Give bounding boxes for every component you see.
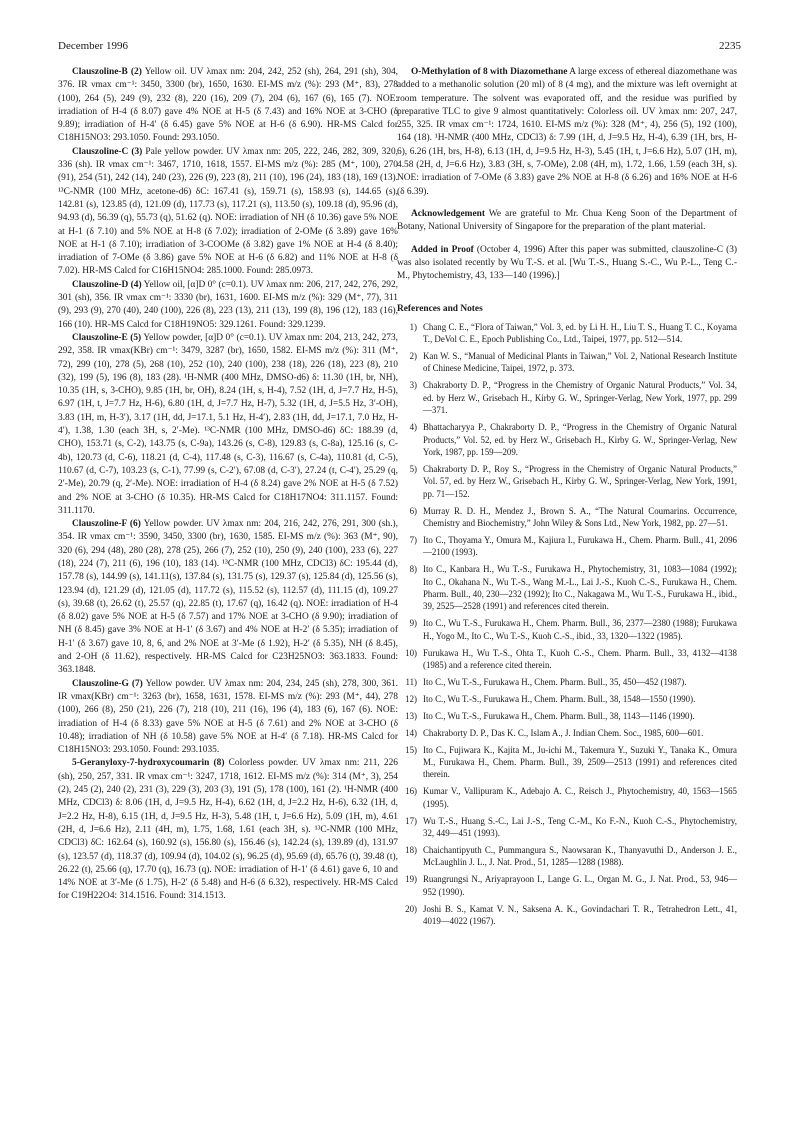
reference-number: 3)	[409, 380, 417, 391]
reference-text: Kan W. S., “Manual of Medicinal Plants in Taiwan,” Vol. 2, National Research Institute of Chinese Medicine, Taipei, 1972, p. 373.	[423, 351, 737, 374]
reference-number: 5)	[409, 463, 417, 474]
reference-item	[397, 785, 737, 810]
section-label: Added in Proof	[411, 244, 474, 255]
compound-entry	[58, 279, 398, 332]
compound-label: Clauszoline-F (6)	[72, 519, 141, 530]
reference-text: Chakraborty D. P., Das K. C., Islam A., J. Indian Chem. Soc., 1985, 600—601.	[423, 727, 704, 738]
section-label: Acknowledgement	[411, 208, 485, 219]
reference-text: Ito C., Wu T.-S., Furukawa H., Chem. Pharm. Bull., 38, 1143—1146 (1990).	[423, 710, 695, 721]
reference-text: Joshi B. S., Kamat V. N., Saksena A. K., Govindachari T. R., Tetrahedron Lett., 41, 4019—4022 (1967).	[423, 903, 737, 926]
references-heading: References and Notes	[397, 304, 483, 315]
reference-number: 13)	[405, 710, 417, 721]
compound-text: Yellow powder. UV λmax nm: 204, 216, 242, 276, 291, 300 (sh.), 354. IR νmax cm⁻¹: 3590, 3450, 3300 (br), 1630, 1585. EI-MS m/z (%): 363 (M⁺, 90), 320 (6), 294 (48), 280 (28), 278 (25), 266 (7), 252 (10), 250 (9), 240 (100), 233 (6), 227 (18), 224 (7), 211 (6), 196 (10), 183 (14). ¹³C-NMR (100 MHz, CDCl3) δC: 195.44 (d), 157.78 (s), 144.99 (s), 141.11(s), 137.84 (s), 131.75 (s), 129.37 (s), 125.84 (d), 125.56 (s), 123.94 (d), 121.29 (d), 121.05 (d), 117.72 (s), 115.52 (s), 112.57 (d), 111.15 (d), 109.27 (s), 39.68 (t), 26.62 (t), 25.57 (q), 22.85 (t), 17.67 (q), 16.42 (q). NOE: irradiation of H-4 (δ 8.02) gave 5% NOE at H-5 (δ 7.57) and 17% NOE at 3-CHO (δ 9.90); irradiation of NH (δ 8.45) gave 3% NOE at H-1′ (δ 3.67) and 4% NOE at H-2′ (δ 5.35); irradiation of H-1′ (δ 3.67) gave 10, 8, 6, and 2% NOE at 3′-Me (δ 1.92), H-2′ (δ 5.35), NH (δ 8.45), and 2-OH (δ 11.62), respectively. HR-MS Calcd for C23H25NO3: 363.1833. Found: 363.1848.	[58, 519, 399, 676]
reference-item	[397, 693, 737, 705]
reference-text: Chang C. E., “Flora of Taiwan,” Vol. 3, ed. by Li H. H., Liu T. S., Huang T. C., Koyama T., DeVol C. E., Epoch Publishing Co., Ltd., Taipei, 1977, pp. 512—514.	[423, 321, 737, 345]
compound-text: Yellow powder. UV λmax nm: 204, 234, 245 (sh), 278, 300, 361. IR νmax(KBr) cm⁻¹: 3263 (br), 1658, 1631, 1578. EI-MS m/z (%): 293 (M⁺, 44), 278 (100), 266 (8), 250 (21), 226 (7), 218 (10), 211 (16), 196 (4), 183 (6), 167 (6). NOE: irradiation of H-4 (δ 8.33) gave 5% NOE at H-5 (δ 7.61) and 2% NOE at 3-CHO (δ 10.48); irradiation of NH (δ 10.58) gave 5% NOE at H-4′ (δ 7.18). HR-MS Calcd for C18H15NO3: 293.1050. Found: 293.1035.	[58, 678, 398, 756]
reference-text: Ito C., Wu T.-S., Furukawa H., Chem. Pharm. Bull., 38, 1548—1550 (1990).	[423, 693, 696, 704]
reference-item	[397, 379, 737, 416]
reference-number: 7)	[409, 534, 417, 545]
reference-number: 18)	[405, 844, 417, 855]
reference-number: 10)	[405, 647, 417, 658]
reference-item	[397, 321, 737, 346]
compound-label: Clauszoline-G (7)	[72, 678, 143, 689]
reference-text: Furukawa H., Wu T.-S., Ohta T., Kuoh C.-S., Chem. Pharm. Bull., 33, 4132—4138 (1985) and a reference cited therein.	[423, 647, 737, 670]
reference-item	[397, 617, 737, 642]
reference-text: Ito C., Fujiwara K., Kajita M., Ju-ichi M., Takemura Y., Suzuki Y., Tanaka K., Omura M., Furukawa H., Chem. Pharm. Bull., 39, 2509—2513 (1991) and references cited therein.	[423, 744, 737, 780]
reference-text: Murray R. D. H., Mendez J., Brown S. A., “The Natural Coumarins. Occurrence, Chemistry and Biochemistry,” John Wiley & Sons Ltd., New York, 1982, pp. 27—51.	[423, 505, 737, 528]
compound-entry	[58, 757, 398, 903]
reference-text: Ito C., Thoyama Y., Omura M., Kajiura I., Furukawa H., Chem. Pharm. Bull., 41, 2096—2100 (1993).	[423, 534, 737, 558]
reference-text: Ito C., Wu T.-S., Furukawa H., Chem. Pharm. Bull., 35, 450—452 (1987).	[423, 676, 687, 687]
reference-number: 4)	[409, 422, 417, 433]
reference-number: 9)	[409, 618, 417, 629]
reference-item	[397, 350, 737, 375]
methylation-section	[397, 66, 737, 199]
reference-text: Chakraborty D. P., “Progress in the Chemistry of Organic Natural Products,” Vol. 34, ed. by Herz W., Grisebach H., Kirby G. W., Springer-Verlag, New York, 1977, pp. 299—371.	[423, 380, 737, 416]
added-in-proof-section	[397, 244, 737, 284]
reference-text: Ito C., Wu T.-S., Furukawa H., Chem. Pharm. Bull., 36, 2377—2380 (1988); Furukawa H., Yogo M., Ito C., Wu T.-S., Kuoh C.-S., ibid., 33, 1320—1322 (1985).	[423, 618, 737, 641]
reference-number: 12)	[405, 693, 417, 704]
acknowledgement-section	[397, 208, 737, 235]
compound-entry	[58, 146, 398, 279]
reference-item	[397, 563, 737, 613]
reference-text: Chakraborty D. P., Roy S., “Progress in the Chemistry of Organic Natural Products,” Vol. 57, ed. by Herz W., Grisebach H., Kirby G. W., Springer-Verlag, New York, 1991, pp. 71—152.	[423, 463, 737, 499]
reference-item	[397, 463, 737, 500]
reference-text: Wu T.-S., Huang S.-C., Lai J.-S., Teng C.-M., Ko F.-N., Kuoh C.-S., Phytochemistry, 32, 449—451 (1993).	[423, 815, 737, 838]
compound-label: Clauszoline-E (5)	[72, 332, 142, 343]
reference-number: 11)	[405, 676, 417, 687]
page-number: 2235	[719, 40, 741, 52]
section-label: O-Methylation of 8 with Diazomethane	[411, 67, 568, 77]
running-header-date: December 1996	[58, 40, 128, 52]
compound-text: Yellow oil. UV λmax nm: 204, 242, 252 (sh), 264, 291 (sh), 304, 376. IR νmax cm⁻¹: 3450, 3300 (br), 1650, 1630. EI-MS m/z (%): 293 (M⁺, 83), 278 (100), 264 (5), 249 (9), 232 (8), 220 (16), 209 (7), 204 (6), 167 (6), 165 (7). NOE: irradiation of H-4 (δ 8.07) gave 4% NOE at H-5 (δ 7.43) and 16% NOE at 3-CHO (δ 9.89); irradiation of H-4′ (δ 6.45) gave 5% NOE at H-6 (δ 6.90). HR-MS Calcd for C18H15NO3: 293.1050. Found: 293.1050.	[58, 67, 399, 144]
reference-number: 17)	[405, 815, 417, 826]
reference-number: 2)	[409, 351, 417, 362]
right-column	[397, 66, 737, 932]
compound-text: Colorless powder. UV λmax nm: 211, 226 (sh), 250, 257, 331. IR νmax cm⁻¹: 3247, 1718, 1612. EI-MS m/z (%): 314 (M⁺, 3), 254 (2), 245 (2), 240 (2), 231 (3), 229 (3), 203 (3), 191 (5), 178 (100), 161 (2). ¹H-NMR (400 MHz, CDCl3) δ: 8.06 (1H, d, J=9.5 Hz, H-4), 6.62 (1H, d, J=2.2 Hz, H-6), 6.32 (1H, d, J=2.2 Hz, H-8), 6.15 (1H, d, J=9.5 Hz, H-3), 5.48 (1H, t, J=6.6 Hz), 5.09 (1H, m), 4.61 (2H, d, J=6.6 Hz), 2.11 (4H, m), 1.75, 1.68, 1.61 (each 3H, s). ¹³C-NMR (100 MHz, CDCl3) δC: 162.64 (s), 160.92 (s), 156.80 (s), 156.46 (s), 142.24 (s), 139.89 (d), 131.97 (s), 123.57 (d), 118.37 (d), 109.94 (d), 104.02 (s), 96.25 (d), 95.69 (d), 65.76 (t), 39.48 (t), 26.22 (t), 25.66 (q), 17.70 (q), 16.73 (q). NOE: irradiation of H-1′ (δ 4.61) gave 6, 10 and 14% NOE at 3′-Me (δ 1.75), H-2′ (δ 5.48) and H-6 (δ 6.32), respectively. HR-MS Calcd for C19H22O4: 314.1516. Found: 314.1513.	[58, 758, 398, 902]
compound-entry	[58, 518, 398, 678]
compound-label: Clauszoline-D (4)	[72, 279, 142, 290]
reference-text: Ruangrungsi N., Ariyaprayoon I., Lange G. L., Organ M. G., J. Nat. Prod., 53, 946—952 (1990).	[423, 874, 737, 897]
reference-item	[397, 815, 737, 840]
reference-item	[397, 676, 737, 688]
compound-text: Yellow oil, [α]D 0° (c=0.1). UV λmax nm: 206, 217, 242, 276, 292, 301 (sh), 356. IR νmax cm⁻¹: 3330 (br), 1631, 1600. EI-MS m/z (%): 329 (M⁺, 77), 311 (9), 293 (9), 270 (40), 240 (100), 226 (8), 223 (13), 211 (13), 199 (8), 196 (12), 183 (16), 166 (10). HR-MS Calcd for C18H19NO5: 329.1261. Found: 329.1239.	[58, 279, 398, 330]
reference-text: Bhattacharyya P., Chakraborty D. P., “Progress in the Chemistry of Organic Natural Products,” Vol. 52, ed. by Herz W., Grisebach H., Kirby G. W., Springer-Verlag, New York, 1987, pp. 159—209.	[423, 422, 737, 457]
reference-item	[397, 844, 737, 869]
compound-entry	[58, 332, 398, 518]
reference-number: 19)	[405, 874, 417, 885]
compound-label: Clauszoline-B (2)	[72, 67, 142, 77]
reference-item	[397, 421, 737, 458]
section-text: We are grateful to Mr. Chua Keng Soon of the Department of Botany, National University of Singapore for the preparation of the plant material.	[397, 208, 737, 233]
reference-number: 1)	[409, 321, 417, 332]
compound-text: Pale yellow powder. UV λmax nm: 205, 222, 246, 282, 309, 320, 336 (sh). IR νmax cm⁻¹: 3467, 1710, 1618, 1557. EI-MS m/z (%): 285 (M⁺, 100), 270 (91), 254 (51), 242 (14), 240 (23), 226 (9), 223 (8), 211 (10), 196 (24), 183 (18), 169 (13). ¹³C-NMR (100 MHz, acetone-d6) δC: 167.41 (s), 159.71 (s), 158.93 (s), 144.65 (s), 142.81 (s), 123.85 (d), 121.09 (d), 117.73 (s), 117.21 (s), 113.50 (s), 109.18 (d), 95.96 (d), 94.93 (d), 56.39 (q), 55.73 (q), 51.62 (q). NOE: irradiation of NH (δ 10.36) gave 5% NOE at H-1 (δ 7.10) and 5% NOE at H-8 (δ 7.02); irradiation of 2-OMe (δ 3.89) gave 16% NOE at H-1 (δ 7.10); irradiation of 3-COOMe (δ 3.82) gave 1% NOE at H-4 (δ 8.40); irradiation of 7-OMe (δ 3.86) gave 5% NOE at H-6 (δ 6.82) and 11% NOE at H-8 (δ 7.02). HR-MS Calcd for C16H15NO4: 285.1000. Found: 285.0973.	[58, 146, 399, 277]
reference-text: Kumar V., Vallipuram K., Adebajo A. C., Reisch J., Phytochemistry, 40, 1563—1565 (1995).	[423, 786, 737, 809]
section-text: (October 4, 1996) After this paper was submitted, clauszoline-C (3) was also isolated recently by Wu T.-S. et al. [Wu T.-S., Huang S.-C., Wu P.-L., Teng C.-M., Phytochemistry, 43, 133—140 (1996).]	[397, 244, 738, 282]
compound-text: Yellow powder, [α]D 0° (c=0.1). UV λmax nm: 204, 213, 242, 273, 292, 358. IR νmax(KBr) cm⁻¹: 3479, 3287 (br), 1650, 1582. EI-MS m/z (%): 311 (M⁺, 72), 299 (10), 278 (5), 268 (10), 252 (10), 240 (100), 238 (18), 226 (18), 223 (8), 210 (32), 199 (5), 196 (8), 183 (28). ¹H-NMR (400 MHz, DMSO-d6) δ: 11.30 (1H, br, NH), 10.35 (1H, s, 3-CHO), 9.85 (1H, br, OH), 8.24 (1H, s, H-4), 7.52 (1H, d, J=7.7 Hz, H-5), 6.97 (1H, t, J=7.7 Hz, H-6), 6.80 (1H, d, J=7.7 Hz, H-7), 5.32 (1H, d, J=5.5 Hz, 3′-OH), 3.83 (1H, m, H-3′), 3.17 (1H, dd, J=17.1, 5.1 Hz, H-4′), 2.83 (1H, dd, J=17.1, 7.0 Hz, H-4′), 1.38, 1.30 (each 3H, s, 2′-Me). ¹³C-NMR (100 MHz, DMSO-d6) δC: 188.39 (d, CHO), 153.71 (s, C-2), 143.75 (s, C-9a), 143.26 (s, C-8), 129.83 (s, C-8a), 125.16 (s, C-4b), 120.73 (d, C-6), 118.21 (d, C-4), 117.48 (s, C-3), 116.67 (s, C-4a), 110.81 (d, C-5), 110.67 (d, C-7), 103.23 (s, C-1), 77.99 (s, C-2′), 67.08 (d, C-3′), 27.24 (t, C-4′), 25.29 (q, 2′-Me), 20.79 (q, 2′-Me). NOE: irradiation of H-4 (δ 8.24) gave 2% NOE at H-5 (δ 7.52) and 2% NOE at 3-CHO (δ 10.35). HR-MS Calcd for C18H17NO4: 311.1157. Found: 311.1170.	[58, 332, 398, 516]
reference-number: 16)	[405, 786, 417, 797]
reference-number: 8)	[409, 564, 417, 575]
compound-label: Clauszoline-C (3)	[72, 146, 143, 157]
reference-item	[397, 534, 737, 559]
reference-number: 20)	[405, 903, 417, 914]
reference-text: Chaichantipyuth C., Pummangura S., Naowsaran K., Thanyavuthi D., Anderson J. E., McLaughlin J. L., J. Nat. Prod., 51, 1285—1288 (1988).	[423, 844, 737, 868]
reference-item	[397, 873, 737, 898]
reference-item	[397, 647, 737, 672]
reference-number: 15)	[405, 744, 417, 755]
compound-entry	[58, 66, 398, 146]
compound-label: 5-Geranyloxy-7-hydroxycoumarin (8)	[72, 758, 225, 769]
reference-text: Ito C., Kanbara H., Wu T.-S., Furukawa H., Phytochemistry, 31, 1083—1084 (1992); Ito C., Okahana N., Wu T.-S., Wang M.-L., Lai J.-S., Kuoh C.-S., Furukawa H., Chem. Pharm. Bull., 40, 230—232 (1992); Ito C., Nakagawa M., Wu T.-S., Furukawa H., ibid., 39, 2525—2528 (1991) and references cited therein.	[423, 564, 737, 612]
reference-item	[397, 727, 737, 739]
reference-item	[397, 505, 737, 530]
section-text: A large excess of ethereal diazomethane was added to a methanolic solution (20 ml) of 8 (4 mg), and the mixture was left overnight at room temperature. The solvent was evaporated off, and the residue was purified by preparative TLC to give 9 almost quantitatively: Colorless oil. UV λmax nm: 207, 247, 255, 325. IR νmax cm⁻¹: 1724, 1610. EI-MS m/z (%): 328 (M⁺, 4), 256 (5), 192 (100), 164 (18). ¹H-NMR (400 MHz, CDCl3) δ: 7.99 (1H, d, J=9.5 Hz, H-4), 6.39 (1H, brs, H-6), 6.26 (1H, brs, H-8), 6.13 (1H, d, J=9.5 Hz, H-3), 5.45 (1H, t, J=6.6 Hz), 5.07 (1H, m), 4.58 (2H, d, J=6.6 Hz), 3.83 (3H, s, 7-OMe), 2.08 (4H, m), 1.72, 1.66, 1.59 (each 3H, s). NOE: irradiation of 7-OMe (δ 3.83) gave 2% NOE at H-8 (δ 6.26) and 16% NOE at H-6 (δ 6.39).	[397, 67, 737, 197]
compound-entry	[58, 678, 398, 758]
references-list	[397, 321, 737, 928]
reference-item	[397, 710, 737, 722]
reference-number: 6)	[409, 505, 417, 516]
reference-item	[397, 744, 737, 781]
left-column	[58, 66, 398, 904]
reference-item	[397, 903, 737, 928]
reference-number: 14)	[405, 727, 417, 738]
